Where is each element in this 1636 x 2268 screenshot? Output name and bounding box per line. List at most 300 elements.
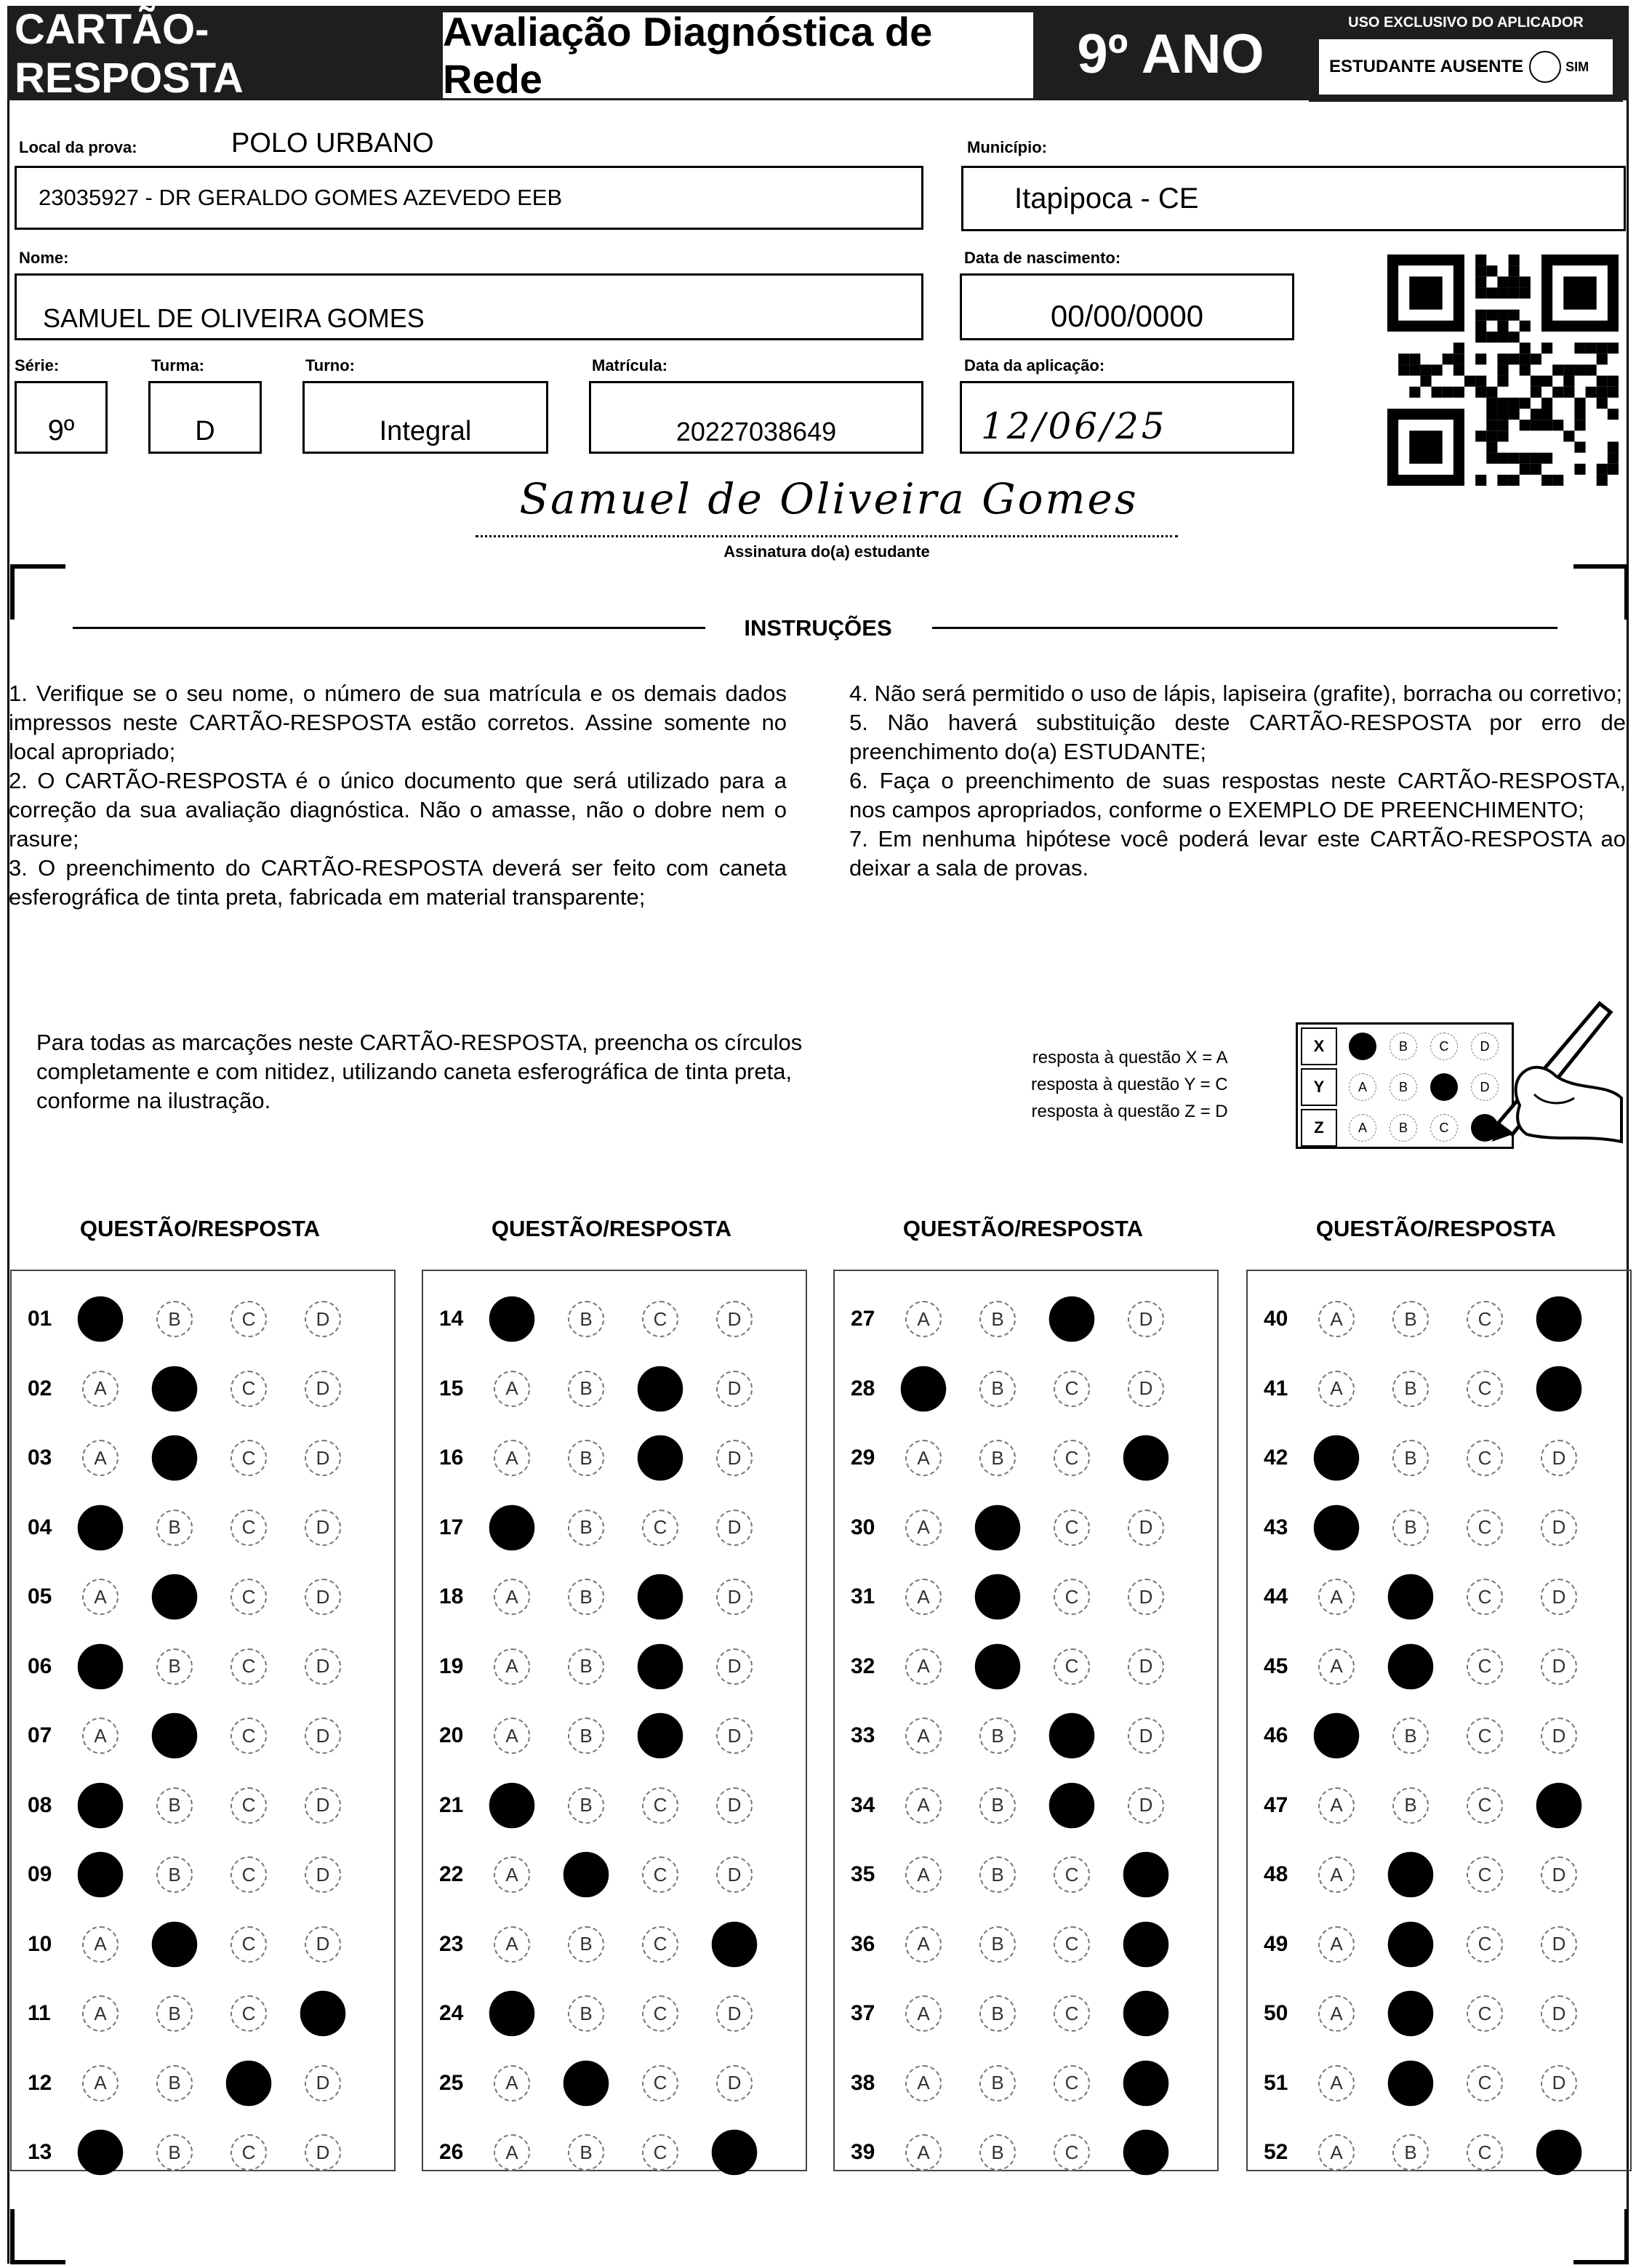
answer-bubble-b[interactable]: B <box>975 1643 1021 1689</box>
answer-bubble-b[interactable]: B <box>1392 1301 1429 1337</box>
example-bubble-b: B <box>1390 1033 1417 1060</box>
answer-bubble-c[interactable]: C <box>1054 2065 1090 2101</box>
question-number: 38 <box>851 2070 875 2095</box>
answer-bubble-a[interactable]: A <box>905 2134 942 2171</box>
answer-bubble-d[interactable]: D <box>305 1510 341 1546</box>
answer-bubble-a[interactable]: A <box>82 1371 119 1407</box>
answer-bubble-a[interactable]: A <box>489 1504 535 1550</box>
answer-bubble-b[interactable]: B <box>568 1718 604 1754</box>
qr-code <box>1387 255 1619 486</box>
answer-bubble-d[interactable]: D <box>305 1787 341 1824</box>
answer-bubble-c[interactable]: C <box>1054 2134 1090 2171</box>
question-number: 48 <box>1264 1862 1288 1886</box>
question-number: 33 <box>851 1723 875 1747</box>
answer-bubble-b[interactable]: B <box>152 1921 198 1967</box>
answer-bubble-b[interactable]: B <box>1392 1787 1429 1824</box>
answer-bubble-c[interactable]: C <box>1467 1440 1503 1476</box>
nome-label: Nome: <box>19 249 69 267</box>
applicator-box <box>1309 10 1623 102</box>
question-row <box>15 2134 385 2171</box>
answer-bubble-d[interactable]: D <box>1541 1510 1577 1546</box>
answer-bubble-b[interactable]: B <box>979 2134 1016 2171</box>
question-row <box>15 1787 385 1824</box>
question-number: 42 <box>1264 1446 1288 1470</box>
question-row <box>838 1301 1208 1337</box>
answer-bubble-c[interactable]: C <box>642 1926 678 1963</box>
answer-bubble-a[interactable]: A <box>905 1301 942 1337</box>
question-number: 19 <box>439 1654 464 1678</box>
answer-bubble-d[interactable]: D <box>1128 1579 1164 1615</box>
answer-bubble-b[interactable]: B <box>156 1301 193 1337</box>
answer-bubble-d[interactable]: D <box>1123 1435 1169 1481</box>
answer-bubble-a[interactable]: A <box>905 1926 942 1963</box>
answer-bubble-d[interactable]: D <box>1541 1440 1577 1476</box>
answer-bubble-a[interactable]: A <box>82 1718 119 1754</box>
answer-bubble-c[interactable]: C <box>642 2134 678 2171</box>
answer-bubble-a[interactable]: A <box>78 1782 124 1828</box>
question-number: 34 <box>851 1792 875 1817</box>
answer-bubble-b[interactable]: B <box>152 1574 198 1620</box>
answer-bubble-b[interactable]: B <box>1388 1921 1434 1967</box>
question-row <box>15 1995 385 2032</box>
answer-bubble-d[interactable]: D <box>1541 2065 1577 2101</box>
answer-bubble-d[interactable]: D <box>1128 1718 1164 1754</box>
question-number: 14 <box>439 1307 464 1331</box>
question-number: 09 <box>28 1862 52 1886</box>
answer-bubble-a[interactable]: A <box>494 1718 530 1754</box>
answer-bubble-c[interactable]: C <box>1467 1510 1503 1546</box>
answer-bubble-b[interactable]: B <box>975 1504 1021 1550</box>
question-row <box>426 1926 797 1963</box>
answer-bubble-a[interactable]: A <box>905 1648 942 1685</box>
answer-bubble-c[interactable]: C <box>230 1579 267 1615</box>
instructions-left <box>9 679 787 912</box>
answer-bubble-c[interactable]: C <box>230 1926 267 1963</box>
instruction-7: 7. Em nenhuma hipótese você poderá levar este CARTÃO-RESPOSTA ao deixar a sala de provas. <box>849 826 1626 881</box>
answer-bubble-d[interactable]: D <box>716 1718 753 1754</box>
answer-bubble-c[interactable]: C <box>230 1718 267 1754</box>
answer-bubble-d[interactable]: D <box>305 1648 341 1685</box>
answer-bubble-a[interactable]: A <box>1318 1579 1355 1615</box>
answer-bubble-b[interactable]: B <box>156 2065 193 2101</box>
answer-bubble-b[interactable]: B <box>1388 1643 1434 1689</box>
answer-bubble-b[interactable]: B <box>564 1852 609 1898</box>
answer-bubble-b[interactable]: B <box>1388 1991 1434 2037</box>
answer-bubble-d[interactable]: D <box>1541 1856 1577 1893</box>
answer-bubble-c[interactable]: C <box>230 1301 267 1337</box>
question-row <box>426 2065 797 2101</box>
answer-bubble-d[interactable]: D <box>716 1440 753 1476</box>
example-row-label: Y <box>1301 1068 1337 1106</box>
nome-field <box>15 273 923 340</box>
answer-bubble-c[interactable]: C <box>642 1856 678 1893</box>
question-row <box>15 1371 385 1407</box>
answer-bubble-c[interactable]: C <box>1467 2134 1503 2171</box>
answer-bubble-c[interactable]: C <box>230 1371 267 1407</box>
answer-bubble-d[interactable]: D <box>1541 1648 1577 1685</box>
answer-bubble-c[interactable]: C <box>642 1301 678 1337</box>
example-bubble-d: D <box>1471 1114 1499 1142</box>
question-row <box>1251 1371 1621 1407</box>
question-row <box>838 1579 1208 1615</box>
absent-box <box>1319 39 1613 95</box>
answer-bubble-b[interactable]: B <box>1392 1510 1429 1546</box>
answer-bubble-b[interactable]: B <box>1392 1371 1429 1407</box>
answer-bubble-b[interactable]: B <box>152 1366 198 1411</box>
evaluation-title: Avaliação Diagnóstica de Rede <box>441 10 1035 100</box>
answer-bubble-d[interactable]: D <box>716 1301 753 1337</box>
answer-bubble-d[interactable]: D <box>716 2065 753 2101</box>
answer-bubble-d[interactable]: D <box>1123 1991 1169 2037</box>
example-bubble-c: C <box>1430 1073 1458 1101</box>
answer-bubble-d[interactable]: D <box>1536 1297 1582 1342</box>
answer-bubble-a[interactable]: A <box>905 1440 942 1476</box>
answer-bubble-d[interactable]: D <box>305 2134 341 2171</box>
answer-bubble-c[interactable]: C <box>1054 1579 1090 1615</box>
answer-bubble-a[interactable]: A <box>494 1926 530 1963</box>
answer-bubble-a[interactable]: A <box>905 2065 942 2101</box>
answer-bubble-c[interactable]: C <box>1054 1856 1090 1893</box>
answer-bubble-d[interactable]: D <box>305 1371 341 1407</box>
example-bubble-d: D <box>1471 1033 1499 1060</box>
answer-bubble-c[interactable]: C <box>230 1648 267 1685</box>
answer-bubble-b[interactable]: B <box>979 1440 1016 1476</box>
answer-bubble-a[interactable]: A <box>82 1579 119 1615</box>
answer-bubble-a[interactable]: A <box>78 1643 124 1689</box>
question-number: 01 <box>28 1307 52 1331</box>
answer-bubble-b[interactable]: B <box>1388 2060 1434 2106</box>
answer-bubble-b[interactable]: B <box>156 1995 193 2032</box>
answer-bubble-c[interactable]: C <box>230 1510 267 1546</box>
answer-bubble-d[interactable]: D <box>305 1579 341 1615</box>
answer-bubble-a[interactable]: A <box>78 2130 124 2176</box>
answer-bubble-b[interactable]: B <box>979 1371 1016 1407</box>
local-label: Local da prova: <box>19 138 137 156</box>
question-row <box>838 1440 1208 1476</box>
example-bubble-a: A <box>1349 1073 1376 1101</box>
question-row <box>426 1371 797 1407</box>
answer-bubble-a[interactable]: A <box>1318 1787 1355 1824</box>
aplicacao-field <box>960 381 1294 454</box>
answer-bubble-c[interactable]: C <box>1049 1782 1095 1828</box>
answer-bubble-c[interactable]: C <box>1467 1787 1503 1824</box>
answer-bubble-a[interactable]: A <box>82 1926 119 1963</box>
answer-bubble-b[interactable]: B <box>1392 1718 1429 1754</box>
answer-bubble-d[interactable]: D <box>1541 1718 1577 1754</box>
local-value: POLO URBANO <box>231 128 434 159</box>
answer-bubble-c[interactable]: C <box>638 1713 683 1759</box>
answer-bubble-c[interactable]: C <box>1467 1371 1503 1407</box>
question-number: 03 <box>28 1446 52 1470</box>
question-row <box>426 1579 797 1615</box>
answer-bubble-c[interactable]: C <box>1467 1926 1503 1963</box>
answer-bubble-a[interactable]: A <box>494 1579 530 1615</box>
question-number: 08 <box>28 1792 52 1817</box>
answer-bubble-c[interactable]: C <box>230 1787 267 1824</box>
question-number: 27 <box>851 1307 875 1331</box>
answer-bubble-b[interactable]: B <box>152 1435 198 1481</box>
answer-bubble-c[interactable]: C <box>1049 1713 1095 1759</box>
answer-bubble-a[interactable]: A <box>1314 1435 1360 1481</box>
question-number: 23 <box>439 1931 464 1956</box>
answer-bubble-a[interactable]: A <box>494 1856 530 1893</box>
answer-bubble-d[interactable]: D <box>716 1371 753 1407</box>
answer-bubble-a[interactable]: A <box>905 1718 942 1754</box>
instruction-5: 5. Não haverá substituição deste CARTÃO-RESPOSTA por erro de preenchimento do(a) ESTUDANTE; <box>849 710 1626 764</box>
answer-bubble-d[interactable]: D <box>716 1787 753 1824</box>
answer-bubble-b[interactable]: B <box>568 1995 604 2032</box>
question-row <box>838 1718 1208 1754</box>
instruction-1: 1. Verifique se o seu nome, o número de sua matrícula e os demais dados impressos neste CARTÃO-RESPOSTA estão corretos. Assine somente no local apropriado; <box>9 681 787 764</box>
answer-bubble-a[interactable]: A <box>494 1440 530 1476</box>
answer-bubble-d[interactable]: D <box>716 1510 753 1546</box>
answer-bubble-c[interactable]: C <box>638 1366 683 1411</box>
answer-bubble-a[interactable]: A <box>82 1995 119 2032</box>
answer-bubble-a[interactable]: A <box>1314 1504 1360 1550</box>
question-number: 30 <box>851 1515 875 1539</box>
absent-checkbox[interactable] <box>1529 51 1561 83</box>
answer-bubble-c[interactable]: C <box>1054 1440 1090 1476</box>
instruction-6: 6. Faça o preenchimento de suas respostas neste CARTÃO-RESPOSTA, nos campos apropriados, conforme o EXEMPLO DE PREENCHIMENTO; <box>849 768 1626 822</box>
answer-bubble-c[interactable]: C <box>638 1574 683 1620</box>
question-number: 18 <box>439 1584 464 1608</box>
question-row <box>15 1579 385 1615</box>
question-row <box>15 1926 385 1963</box>
answer-bubble-b[interactable]: B <box>975 1574 1021 1620</box>
example-bubble-a: A <box>1349 1114 1376 1142</box>
question-number: 28 <box>851 1376 875 1401</box>
answer-bubble-c[interactable]: C <box>1467 1718 1503 1754</box>
question-number: 10 <box>28 1931 52 1956</box>
answer-bubble-d[interactable]: D <box>1128 1301 1164 1337</box>
answer-bubble-c[interactable]: C <box>1467 1648 1503 1685</box>
answer-bubble-b[interactable]: B <box>568 1301 604 1337</box>
answer-bubble-b[interactable]: B <box>568 1579 604 1615</box>
answer-bubble-d[interactable]: D <box>1128 1510 1164 1546</box>
answer-bubble-b[interactable]: B <box>568 1510 604 1546</box>
answer-bubble-b[interactable]: B <box>1388 1852 1434 1898</box>
answer-bubble-c[interactable]: C <box>1054 1510 1090 1546</box>
answer-bubble-a[interactable]: A <box>78 1297 124 1342</box>
answer-bubble-a[interactable]: A <box>82 2065 119 2101</box>
answer-bubble-c[interactable]: C <box>230 1856 267 1893</box>
column-title: QUESTÃO/RESPOSTA <box>902 1216 1144 1241</box>
answer-bubble-a[interactable]: A <box>489 1991 535 2037</box>
answer-bubble-b[interactable]: B <box>156 1648 193 1685</box>
answer-bubble-a[interactable]: A <box>494 2134 530 2171</box>
answer-bubble-c[interactable]: C <box>1054 1371 1090 1407</box>
answer-bubble-d[interactable]: D <box>1128 1787 1164 1824</box>
answer-bubble-a[interactable]: A <box>1318 1856 1355 1893</box>
answer-bubble-d[interactable]: D <box>1541 1579 1577 1615</box>
question-row <box>15 1440 385 1476</box>
corner-bottom-right <box>1573 2209 1629 2264</box>
answer-bubble-c[interactable]: C <box>1049 1297 1095 1342</box>
answer-bubble-d[interactable]: D <box>1123 1852 1169 1898</box>
answer-bubble-a[interactable]: A <box>1318 1371 1355 1407</box>
answer-bubble-b[interactable]: B <box>1392 2134 1429 2171</box>
answer-bubble-c[interactable]: C <box>230 1440 267 1476</box>
answer-bubble-b[interactable]: B <box>156 1787 193 1824</box>
answer-bubble-d[interactable]: D <box>712 1921 758 1967</box>
answer-bubble-a[interactable]: A <box>489 1782 535 1828</box>
answer-bubble-d[interactable]: D <box>305 1301 341 1337</box>
answer-bubble-c[interactable]: C <box>642 1995 678 2032</box>
turma-value: D <box>195 416 215 446</box>
answer-bubble-a[interactable]: A <box>1318 1648 1355 1685</box>
answer-bubble-a[interactable]: A <box>1318 1995 1355 2032</box>
answer-bubble-d[interactable]: D <box>1536 1782 1582 1828</box>
question-number: 16 <box>439 1446 464 1470</box>
answer-bubble-a[interactable]: A <box>78 1852 124 1898</box>
question-number: 04 <box>28 1515 52 1539</box>
answer-bubble-c[interactable]: C <box>230 2134 267 2171</box>
answer-bubble-d[interactable]: D <box>305 2065 341 2101</box>
question-row <box>838 1510 1208 1546</box>
question-row <box>838 1371 1208 1407</box>
answer-bubble-d[interactable]: D <box>712 2130 758 2176</box>
answer-bubble-d[interactable]: D <box>305 1718 341 1754</box>
answer-bubble-a[interactable]: A <box>905 1510 942 1546</box>
answer-bubble-b[interactable]: B <box>156 1856 193 1893</box>
answer-bubble-b[interactable]: B <box>979 1926 1016 1963</box>
question-row <box>1251 2134 1621 2171</box>
answer-bubble-c[interactable]: C <box>1467 1301 1503 1337</box>
question-number: 44 <box>1264 1584 1288 1608</box>
answer-bubble-c[interactable]: C <box>1054 1995 1090 2032</box>
answer-bubble-b[interactable]: B <box>1392 1440 1429 1476</box>
answer-bubble-d[interactable]: D <box>300 1991 346 2037</box>
question-number: 39 <box>851 2140 875 2164</box>
answer-bubble-d[interactable]: D <box>1541 1995 1577 2032</box>
question-number: 02 <box>28 1376 52 1401</box>
answer-bubble-d[interactable]: D <box>1123 2130 1169 2176</box>
answer-bubble-b[interactable]: B <box>979 1995 1016 2032</box>
answer-bubble-d[interactable]: D <box>1123 2060 1169 2106</box>
answer-bubble-b[interactable]: B <box>979 1718 1016 1754</box>
answer-bubble-b[interactable]: B <box>568 1440 604 1476</box>
answer-bubble-d[interactable]: D <box>1541 1926 1577 1963</box>
answer-bubble-d[interactable]: D <box>1536 2130 1582 2176</box>
answer-bubble-b[interactable]: B <box>568 1787 604 1824</box>
absent-option: SIM <box>1565 59 1589 74</box>
answer-bubble-a[interactable]: A <box>494 1371 530 1407</box>
answer-bubble-b[interactable]: B <box>568 2134 604 2171</box>
answer-bubble-c[interactable]: C <box>642 1510 678 1546</box>
question-number: 43 <box>1264 1515 1288 1539</box>
answer-bubble-b[interactable]: B <box>979 1301 1016 1337</box>
question-number: 51 <box>1264 2070 1288 2095</box>
answer-bubble-a[interactable]: A <box>905 1787 942 1824</box>
answer-bubble-c[interactable]: C <box>226 2060 272 2106</box>
column-title: QUESTÃO/RESPOSTA <box>1315 1216 1557 1241</box>
answer-bubble-b[interactable]: B <box>568 1926 604 1963</box>
signature-label: Assinatura do(a) estudante <box>723 542 930 561</box>
question-number: 11 <box>28 2001 51 2025</box>
answer-bubble-d[interactable]: D <box>716 1995 753 2032</box>
answer-bubble-a[interactable]: A <box>494 2065 530 2101</box>
answer-bubble-c[interactable]: C <box>1467 1856 1503 1893</box>
answer-bubble-a[interactable]: A <box>905 1579 942 1615</box>
question-row <box>426 1510 797 1546</box>
answer-bubble-c[interactable]: C <box>230 1995 267 2032</box>
question-number: 46 <box>1264 1723 1288 1747</box>
turno-label: Turno: <box>305 356 356 374</box>
answer-bubble-c[interactable]: C <box>1467 1995 1503 2032</box>
answer-bubble-d[interactable]: D <box>1128 1371 1164 1407</box>
answer-bubble-d[interactable]: D <box>716 1579 753 1615</box>
question-row <box>426 2134 797 2171</box>
answer-bubble-d[interactable]: D <box>1536 1366 1582 1411</box>
answer-bubble-d[interactable]: D <box>716 1856 753 1893</box>
answer-bubble-d[interactable]: D <box>1123 1921 1169 1967</box>
answer-bubble-d[interactable]: D <box>1128 1648 1164 1685</box>
answer-bubble-a[interactable]: A <box>905 1995 942 2032</box>
turma-field <box>148 381 262 454</box>
answer-bubble-b[interactable]: B <box>979 1787 1016 1824</box>
answer-bubble-c[interactable]: C <box>642 2065 678 2101</box>
answer-bubble-b[interactable]: B <box>564 2060 609 2106</box>
example-lines <box>1031 1044 1228 1125</box>
answer-bubble-b[interactable]: B <box>979 1856 1016 1893</box>
question-number: 41 <box>1264 1376 1288 1401</box>
answer-bubble-a[interactable]: A <box>489 1297 535 1342</box>
answer-bubble-a[interactable]: A <box>494 1648 530 1685</box>
question-number: 36 <box>851 1931 875 1956</box>
answer-bubble-c[interactable]: C <box>642 1787 678 1824</box>
answer-bubble-c[interactable]: C <box>638 1643 683 1689</box>
answer-bubble-a[interactable]: A <box>901 1366 947 1411</box>
answer-bubble-d[interactable]: D <box>305 1440 341 1476</box>
answer-bubble-c[interactable]: C <box>638 1435 683 1481</box>
question-number: 12 <box>28 2070 52 2095</box>
answer-bubble-d[interactable]: D <box>305 1926 341 1963</box>
answer-bubble-a[interactable]: A <box>78 1504 124 1550</box>
answer-bubble-a[interactable]: A <box>905 1856 942 1893</box>
municipio-label: Município: <box>967 138 1047 156</box>
answer-bubble-d[interactable]: D <box>305 1856 341 1893</box>
answer-bubble-b[interactable]: B <box>156 2134 193 2171</box>
answer-bubble-b[interactable]: B <box>568 1371 604 1407</box>
question-row <box>1251 1648 1621 1685</box>
answer-bubble-a[interactable]: A <box>1318 1301 1355 1337</box>
answer-bubble-a[interactable]: A <box>1318 2134 1355 2171</box>
answer-bubble-b[interactable]: B <box>979 2065 1016 2101</box>
answer-bubble-a[interactable]: A <box>1318 2065 1355 2101</box>
answer-bubble-b[interactable]: B <box>1388 1574 1434 1620</box>
question-number: 24 <box>439 2001 464 2025</box>
answer-bubble-a[interactable]: A <box>1318 1926 1355 1963</box>
school-value: 23035927 - DR GERALDO GOMES AZEVEDO EEB <box>39 185 563 210</box>
question-row <box>838 1856 1208 1893</box>
answer-bubble-c[interactable]: C <box>1054 1648 1090 1685</box>
question-number: 06 <box>28 1654 52 1678</box>
answer-bubble-b[interactable]: B <box>152 1713 198 1759</box>
answer-bubble-b[interactable]: B <box>568 1648 604 1685</box>
corner-bottom-left <box>10 2209 65 2264</box>
answer-bubble-c[interactable]: C <box>1467 1579 1503 1615</box>
question-row <box>838 1926 1208 1963</box>
answer-bubble-c[interactable]: C <box>1054 1926 1090 1963</box>
answer-bubble-d[interactable]: D <box>716 1648 753 1685</box>
answer-bubble-a[interactable]: A <box>1314 1713 1360 1759</box>
answer-bubble-b[interactable]: B <box>156 1510 193 1546</box>
instruction-4: 4. Não será permitido o uso de lápis, lapiseira (grafite), borracha ou corretivo; <box>849 681 1623 706</box>
answer-bubble-c[interactable]: C <box>1467 2065 1503 2101</box>
answer-bubble-a[interactable]: A <box>82 1440 119 1476</box>
example-line-z: resposta à questão Z = D <box>1031 1102 1228 1121</box>
turno-value: Integral <box>379 416 472 446</box>
